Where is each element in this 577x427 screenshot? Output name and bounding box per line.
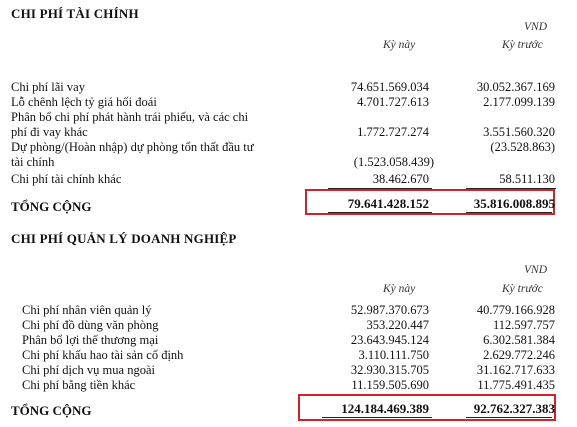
row-label: Chi phí khấu hao tài sản cố định (22, 348, 184, 362)
row-label: Phân bổ lợi thế thương mại (22, 333, 159, 347)
row-label-continued: tài chính (11, 155, 55, 169)
total-underline (466, 417, 552, 418)
row-value-current: 52.987.370.673 (350, 303, 429, 317)
total-underline (466, 212, 552, 213)
row-value-current: 353.220.447 (366, 318, 429, 332)
row-label: Chi phí nhân viên quản lý (22, 303, 152, 317)
row-value-current: 32.930.315.705 (350, 363, 429, 377)
total-value-previous: 92.762.327.383 (473, 401, 555, 416)
row-label-continued: phí đi vay khác (11, 125, 88, 139)
row-value-previous: 2.629.772.246 (483, 348, 555, 362)
section-title-admin-expenses: CHI PHÍ QUẢN LÝ DOANH NGHIỆP (11, 231, 237, 246)
row-label: Dự phòng/(Hoàn nhập) dự phòng tổn thất đầu tư (11, 140, 254, 154)
currency-label: VND (524, 21, 547, 33)
row-value-current: 74.651.569.034 (350, 80, 429, 94)
row-value-previous: 3.551.560.320 (483, 125, 555, 139)
column-header-current: Kỳ này (383, 283, 416, 295)
row-label: Phân bổ chi phí phát hành trái phiếu, và các chi (11, 110, 249, 124)
row-label: Chi phí bằng tiền khác (22, 378, 136, 392)
row-value-current: 11.159.505.690 (351, 378, 429, 392)
row-label: Chi phí đồ dùng văn phòng (22, 318, 159, 332)
row-value-previous: 30.052.367.169 (476, 80, 555, 94)
column-header-current: Kỳ này (383, 39, 416, 51)
total-label: TỔNG CỘNG (11, 403, 92, 418)
row-value-current: 38.462.670 (372, 172, 429, 186)
column-header-previous: Kỳ trước (502, 39, 543, 51)
total-value-previous: 35.816.008.895 (473, 196, 555, 211)
row-value-previous: 58.511.130 (499, 172, 555, 186)
row-value-previous: 40.779.166.928 (476, 303, 555, 317)
total-value-current: 124.184.469.389 (341, 401, 429, 416)
row-value-previous: 31.162.717.633 (476, 363, 555, 377)
row-value-current: (1.523.058.439) (353, 155, 434, 169)
row-value-previous: 112.597.757 (492, 318, 555, 332)
row-value-current: 23.643.945.124 (350, 333, 429, 347)
section-title-financial-expenses: CHI PHÍ TÀI CHÍNH (11, 6, 139, 21)
column-header-previous: Kỳ trước (502, 283, 543, 295)
row-label: Chi phí dịch vụ mua ngoài (22, 363, 155, 377)
row-value-current: 3.110.111.750 (358, 348, 429, 362)
row-value-current: 1.772.727.274 (357, 125, 429, 139)
row-label: Chi phí tài chính khác (11, 172, 122, 186)
row-value-previous: (23.528.863) (490, 140, 555, 154)
row-value-previous: 11.775.491.435 (477, 378, 555, 392)
currency-label: VND (524, 264, 547, 276)
total-underline (328, 212, 432, 213)
row-label: Chi phí lãi vay (11, 80, 85, 94)
total-underline (322, 417, 432, 418)
row-value-current: 4.701.727.613 (357, 95, 429, 109)
row-label: Lỗ chênh lệch tỷ giá hối đoái (11, 95, 157, 109)
row-value-previous: 2.177.099.139 (483, 95, 555, 109)
total-label: TỔNG CỘNG (11, 199, 92, 214)
total-value-current: 79.641.428.152 (347, 196, 429, 211)
row-value-previous: 6.302.581.384 (483, 333, 555, 347)
